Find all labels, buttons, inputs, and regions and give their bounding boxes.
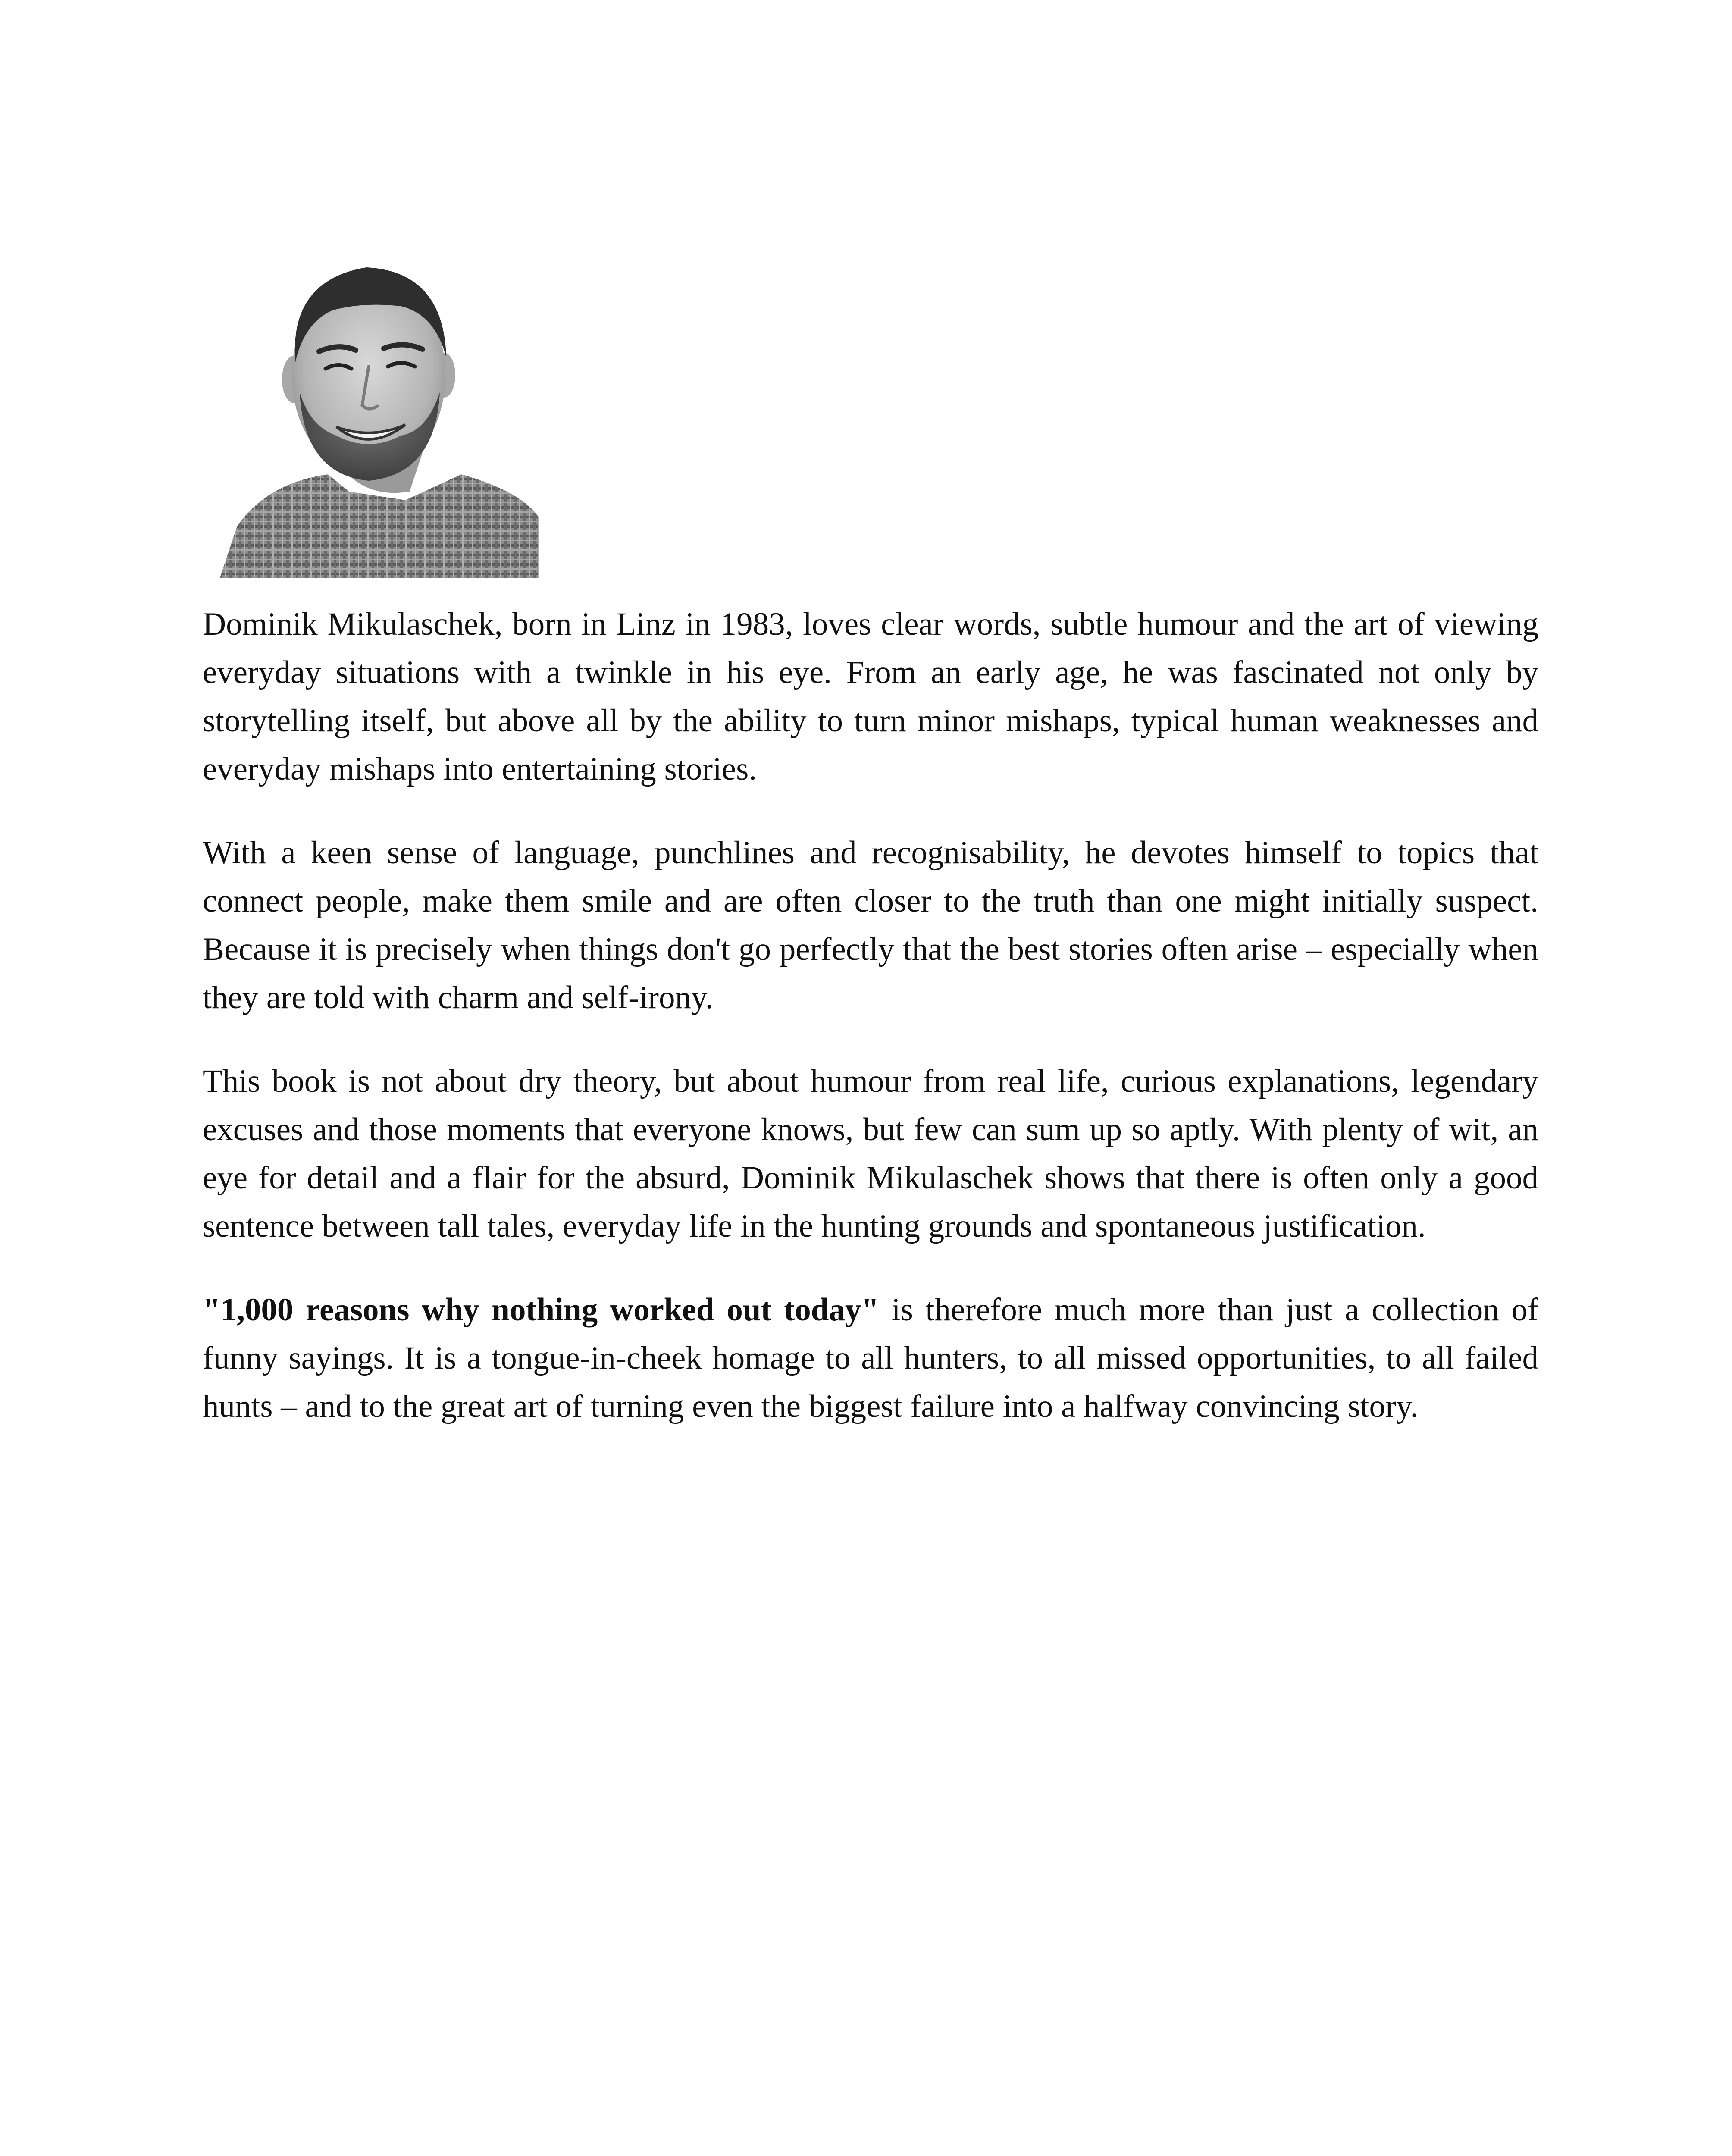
bio-paragraph-4 [203, 1286, 1538, 1431]
bio-paragraph-1: Dominik Mikulaschek, born in Linz in 1983, loves clear words, subtle humour and the art of viewing everyday situations with a twinkle in his eye. From an early age, he was fascinated not only by storytelling itself, but above all by the ability to turn minor mishaps, typical human weaknesses and everyday mishaps into entertaining stories. [203, 606, 1538, 787]
author-biography [203, 600, 1538, 1466]
bio-paragraph-4-text: is therefore much more than just a collection of funny sayings. It is a tongue-in-cheek homage to all hunters, to all missed opportunities, to all failed hunts – and to the great art of turning even the biggest failure into a halfway convincing story. [203, 1292, 1538, 1424]
author-portrait [220, 250, 539, 578]
bio-paragraph-3: This book is not about dry theory, but about humour from real life, curious explanations, legendary excuses and those moments that everyone knows, but few can sum up so aptly. With plenty of wit, an eye for detail and a flair for the absurd, Dominik Mikulaschek shows that there is often only a good sentence between tall tales, everyday life in the hunting grounds and spontaneous justification. [203, 1063, 1538, 1244]
bio-paragraph-2: With a keen sense of language, punchlines and recognisability, he devotes himself to topics that connect people, make them smile and are often closer to the truth than one might initially suspect. Because it is precisely when things don't go perfectly that the best stories often arise – especially when they are told with charm and self-irony. [203, 835, 1538, 1015]
author-portrait-illustration [220, 250, 539, 578]
book-title: "1,000 reasons why nothing worked out today" [203, 1292, 880, 1328]
